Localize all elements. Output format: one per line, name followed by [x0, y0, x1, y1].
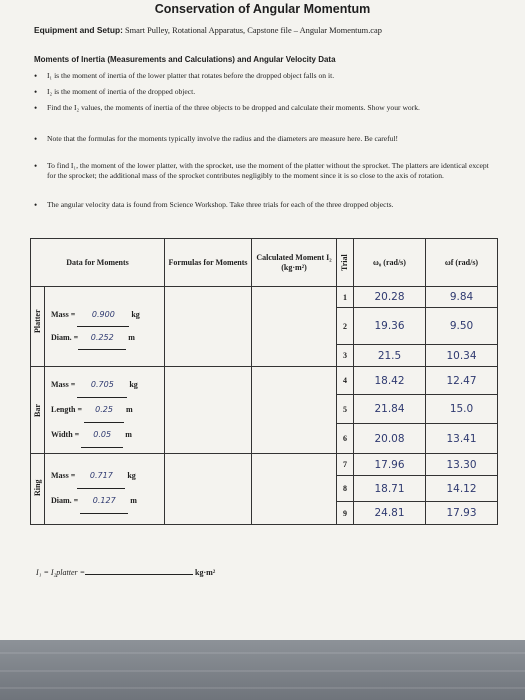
bar-calc-cell [252, 367, 337, 454]
ring-formula-cell [165, 454, 252, 525]
moments-table [30, 238, 498, 525]
platter-diam-value: 0.252 [78, 327, 126, 350]
platter-mass-value: 0.900 [77, 304, 129, 327]
omega0-value: 21.84 [354, 395, 426, 424]
group-label-bar: Bar [31, 367, 45, 454]
ring-mass-value: 0.717 [77, 464, 125, 489]
platter-mass: Mass = 0.900 kg [51, 304, 164, 327]
bullet-item: • Note that the formulas for the moments typically involve the radius and the diameters are measure here. Be careful! [34, 134, 494, 144]
ring-diam: Diam. = 0.127 m [51, 489, 164, 514]
table-row [31, 367, 498, 395]
bar-measurements [45, 367, 165, 454]
omegaf-value: 10.34 [426, 345, 498, 367]
omegaf-value: 13.30 [426, 454, 498, 476]
omega0-value: 21.5 [354, 345, 426, 367]
platter-formula-cell [165, 287, 252, 367]
section-heading: Moments of Inertia (Measurements and Calculations) and Angular Velocity Data [34, 55, 336, 64]
omegaf-value: 13.41 [426, 424, 498, 454]
omega0-value: 18.42 [354, 367, 426, 395]
omegaf-value: 9.84 [426, 287, 498, 308]
header-formulas: Formulas for Moments [165, 239, 252, 287]
trial-number: 2 [337, 308, 354, 345]
omega0-value: 20.28 [354, 287, 426, 308]
trial-number: 8 [337, 476, 354, 502]
bullet-text: Note that the formulas for the moments typically involve the radius and the diameters are measure here. Be careful! [47, 134, 399, 143]
bullet-text: Find the I₂ values, the moments of inertia of the three objects to be dropped and calculate their moments. Show your work. [47, 103, 420, 112]
group-label-platter: Platter [31, 287, 45, 367]
table-row [31, 287, 498, 308]
trial-number: 9 [337, 502, 354, 525]
header-data: Data for Moments [31, 239, 165, 287]
omega0-value: 17.96 [354, 454, 426, 476]
equipment-label: Equipment and Setup: [34, 25, 123, 35]
ring-calc-cell [252, 454, 337, 525]
ring-diam-value: 0.127 [80, 489, 128, 514]
bar-mass: Mass = 0.705 kg [51, 373, 164, 398]
header-omegaf: ωf (rad/s) [426, 239, 498, 287]
header-omega0: ω₀ (rad/s) [354, 239, 426, 287]
platter-calc-cell [252, 287, 337, 367]
bar-width: Width = 0.05 m [51, 423, 164, 448]
bullet-item: • Find the I₂ values, the moments of inertia of the three objects to be dropped and calculate their moments. Show your work. [34, 103, 494, 113]
table-header-row [31, 239, 498, 287]
omega0-value: 18.71 [354, 476, 426, 502]
platter-diam: Diam. = 0.252 m [51, 327, 164, 350]
bullet-item: • I₂ is the moment of inertia of the dropped object. [34, 87, 494, 97]
footer-formula: I₁ = I₂platter = [36, 568, 86, 577]
omegaf-value: 12.47 [426, 367, 498, 395]
table-row [31, 454, 498, 476]
omega0-value: 19.36 [354, 308, 426, 345]
ring-mass: Mass = 0.717 kg [51, 464, 164, 489]
bullet-text: I₁ is the moment of inertia of the lower platter that rotates before the dropped object falls on it. [47, 71, 335, 80]
bar-mass-value: 0.705 [77, 373, 127, 398]
bar-formula-cell [165, 367, 252, 454]
bullet-item: • I₁ is the moment of inertia of the lower platter that rotates before the dropped object falls on it. [34, 71, 494, 81]
bar-length: Length = 0.25 m [51, 398, 164, 423]
bullet-text: I₂ is the moment of inertia of the dropped object. [47, 87, 196, 96]
omega0-value: 20.08 [354, 424, 426, 454]
omegaf-value: 14.12 [426, 476, 498, 502]
footer-formula-line [36, 568, 215, 577]
bar-width-value: 0.05 [81, 423, 123, 448]
bullet-item: • The angular velocity data is found from Science Workshop. Take three trials for each of the three dropped objects. [34, 200, 494, 210]
footer-blank [85, 574, 193, 575]
trial-number: 4 [337, 367, 354, 395]
header-trial: Trial [337, 239, 354, 287]
trial-number: 1 [337, 287, 354, 308]
background-surface [0, 640, 525, 700]
equipment-line [34, 25, 382, 35]
group-label-ring: Ring [31, 454, 45, 525]
bar-length-value: 0.25 [84, 398, 124, 423]
omegaf-value: 9.50 [426, 308, 498, 345]
equipment-text: Smart Pulley, Rotational Apparatus, Capstone file – Angular Momentum.cap [124, 26, 382, 35]
trial-number: 3 [337, 345, 354, 367]
omegaf-value: 15.0 [426, 395, 498, 424]
trial-number: 5 [337, 395, 354, 424]
omega0-value: 24.81 [354, 502, 426, 525]
page-title: Conservation of Angular Momentum [154, 2, 371, 16]
bullet-text: To find I₁, the moment of the lower platter, with the sprocket, use the moment of the platter without the sprocket. The platters are identical except for the sprocket; the additional mass of the sprocket contributes negligibly to the moment since it is so close to the axis of rotation. [47, 161, 489, 180]
bullet-item: • To find I₁, the moment of the lower platter, with the sprocket, use the moment of the platter without the sprocket. The platters are identical except for the sprocket; the additional mass of the sprocket contributes negligibly to the moment since it is so close to the axis of rotation. [34, 161, 494, 181]
footer-unit: kg·m² [195, 568, 216, 577]
bullet-text: The angular velocity data is found from Science Workshop. Take three trials for each of the three dropped objects. [47, 200, 394, 209]
platter-measurements [45, 287, 165, 367]
header-calculated-moment: Calculated Moment I₂ (kg·m²) [252, 239, 337, 287]
ring-measurements [45, 454, 165, 525]
trial-number: 6 [337, 424, 354, 454]
omegaf-value: 17.93 [426, 502, 498, 525]
trial-number: 7 [337, 454, 354, 476]
